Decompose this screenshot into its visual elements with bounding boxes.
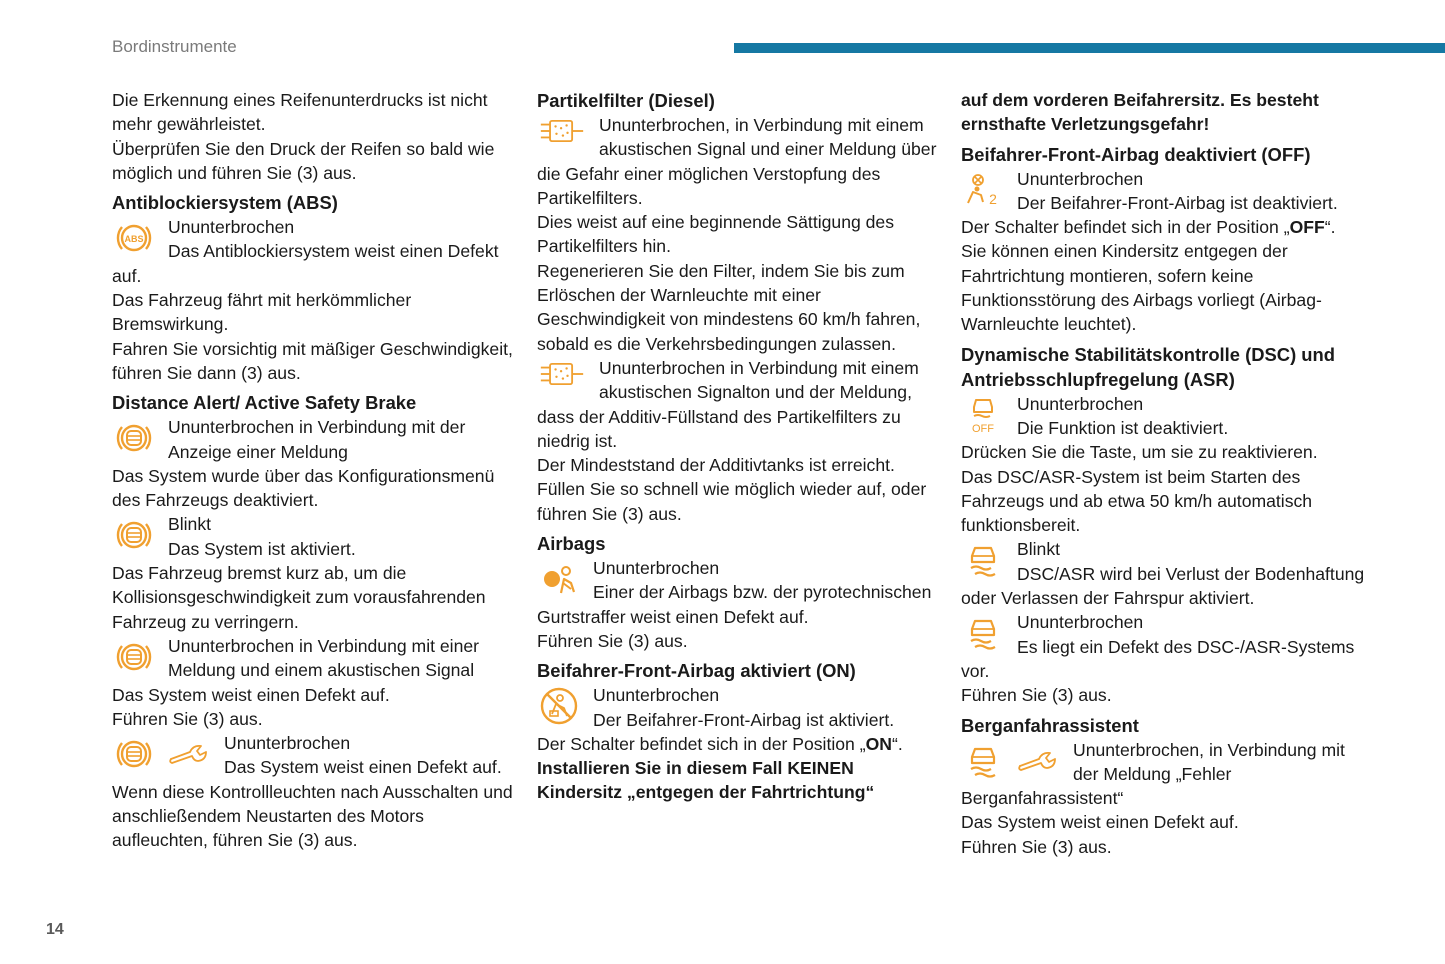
paragraph: Das Fahrzeug bremst kurz ab, um die Kollisionsgeschwindigkeit zum vorausfahrenden Fahrzeug zu verringern. (112, 563, 486, 632)
item-state: Ununterbrochen (224, 733, 351, 754)
paragraph: Der Mindeststand der Additivtanks ist erreicht. (537, 455, 895, 476)
airbag-off-heading: Beifahrer-Front-Airbag deaktiviert (OFF) (961, 143, 1311, 165)
paragraph: Das System wurde über das Konfigurationsmenü des Fahrzeugs deaktiviert. (112, 465, 495, 511)
brake-warning-icon (114, 418, 154, 458)
paragraph: Füllen Sie so schnell wie möglich wieder auf, oder führen Sie (3) aus. (537, 479, 927, 524)
warning-item-brake-3 (112, 634, 517, 683)
paragraph: Das Fahrzeug fährt mit herkömmlicher Bremswirkung. (112, 290, 412, 335)
particle-filter-icon (539, 116, 585, 156)
item-state: Blinkt (168, 514, 212, 535)
dsc-icon (963, 540, 1003, 580)
dsc-icon (963, 613, 1003, 653)
column-1 (112, 88, 517, 853)
abs-warning-icon (114, 218, 154, 258)
warning-item-airbag-on (537, 683, 937, 732)
paragraph: Die Erkennung eines Reifenunterdrucks ist nicht mehr gewährleistet. (112, 90, 488, 135)
item-state: Ununterbrochen (168, 217, 295, 238)
airbags-heading: Airbags (537, 533, 606, 555)
passenger-airbag-on-icon (539, 686, 579, 726)
item-text: Das System weist einen Defekt auf. (224, 757, 502, 778)
item-text: Das System ist aktiviert. (168, 538, 356, 559)
brake-warning-icon (114, 637, 154, 677)
item-state: Ununterbrochen (1017, 612, 1144, 633)
paragraph: Führen Sie (3) aus. (961, 836, 1112, 857)
warning-item-filter-2 (537, 356, 937, 453)
item-state: Ununterbrochen (593, 558, 720, 579)
paragraph: Regenerieren Sie den Filter, indem Sie bis zum Erlöschen der Warnleuchte mit einer Geschwindigkeit von mindestens 60 km/h fahren, sobald es die Verkehrsbedingungen zulassen. (537, 260, 921, 354)
dsc-heading: Dynamische Stabilitätskontrolle (DSC) und Antriebsschlupfregelung (ASR) (961, 343, 1335, 390)
paragraph: Führen Sie (3) aus. (537, 630, 688, 651)
warning-text: Installieren Sie in diesem Fall KEINEN Kindersitz „entgegen der Fahrtrichtung“ (537, 758, 875, 803)
item-text: Ununterbrochen, in Verbindung mit der Meldung „Fehler Berganfahrassistent“ (961, 739, 1345, 809)
paragraph: Wenn diese Kontrollleuchten nach Ausschalten und anschließendem Neustarten des Motors aufleuchten, führen Sie (3) aus. (112, 781, 513, 851)
paragraph: Drücken Sie die Taste, um sie zu reaktivieren. (961, 442, 1318, 463)
warning-item-airbag-off (961, 167, 1371, 216)
warning-item-dsc-off (961, 392, 1371, 441)
item-text: Das Antiblockiersystem weist einen Defekt auf. (112, 241, 499, 286)
column-2 (537, 88, 937, 805)
header-accent-bar (734, 43, 1445, 53)
warning-item-brake-2 (112, 512, 517, 561)
item-text: Ununterbrochen, in Verbindung mit einem akustischen Signal und einer Meldung über die Gefahr einer möglichen Verstopfung des Partikelfilters. (537, 115, 937, 208)
wrench-icon (168, 742, 210, 766)
item-state: Ununterbrochen (1017, 393, 1144, 414)
column-3 (961, 88, 1371, 859)
paragraph: Das System weist einen Defekt auf. (112, 684, 390, 705)
warning-text-continued: auf dem vorderen Beifahrersitz. Es besteht ernsthafte Verletzungsgefahr! (961, 90, 1319, 135)
paragraph: Fahren Sie vorsichtig mit mäßiger Geschwindigkeit, führen Sie dann (3) aus. (112, 338, 513, 383)
distance-alert-heading: Distance Alert/ Active Safety Brake (112, 392, 417, 414)
item-text: Der Beifahrer-Front-Airbag ist deaktiviert. (1017, 192, 1338, 213)
item-text: Der Beifahrer-Front-Airbag ist aktiviert. (593, 709, 895, 730)
dsc-off-icon (963, 395, 1003, 435)
item-text: Die Funktion ist deaktiviert. (1017, 417, 1229, 438)
warning-item-hill (961, 738, 1371, 811)
item-state: Ununterbrochen (1017, 168, 1144, 189)
hill-assist-heading: Berganfahrassistent (961, 714, 1139, 736)
warning-item-airbags (537, 556, 937, 629)
warning-item-brake-1 (112, 415, 517, 464)
item-state: Ununterbrochen (593, 685, 720, 706)
paragraph: Der Schalter befindet sich in der Position „OFF“. (961, 217, 1336, 238)
abs-heading: Antiblockiersystem (ABS) (112, 192, 338, 214)
item-text: Ununterbrochen in Verbindung mit einer Meldung und einem akustischen Signal (168, 635, 480, 681)
brake-warning-icon (114, 734, 154, 774)
paragraph: Das DSC/ASR-System ist beim Starten des Fahrzeugs und ab etwa 50 km/h automatisch funktionsbereit. (961, 466, 1313, 536)
warning-item-brake-4 (112, 731, 517, 780)
item-text: Einer der Airbags bzw. der pyrotechnischen Gurtstraffer weist einen Defekt auf. (537, 582, 932, 627)
paragraph: Sie können einen Kindersitz entgegen der Fahrtrichtung montieren, sofern keine Funktionsstörung des Airbags vorliegt (Airbag-Warnleuchte leuchtet). (961, 241, 1322, 335)
item-state: Blinkt (1017, 539, 1061, 560)
warning-item-dsc-blink (961, 537, 1371, 610)
airbag-warning-icon (539, 559, 579, 599)
particle-filter-icon (539, 359, 585, 399)
section-title: Bordinstrumente (112, 37, 237, 56)
paragraph: Führen Sie (3) aus. (112, 708, 263, 729)
warning-item-filter-1 (537, 113, 937, 210)
brake-warning-icon (114, 515, 154, 555)
particle-filter-heading: Partikelfilter (Diesel) (537, 90, 715, 111)
paragraph: Dies weist auf eine beginnende Sättigung des Partikelfilters hin. (537, 212, 895, 257)
item-text: Ununterbrochen in Verbindung mit einem akustischen Signalton und der Meldung, dass der Additiv-Füllstand des Partikelfilters zu niedrig ist. (537, 357, 919, 451)
airbag-on-heading: Beifahrer-Front-Airbag aktiviert (ON) (537, 660, 856, 682)
paragraph: Überprüfen Sie den Druck der Reifen so bald wie möglich und führen Sie (3) aus. (112, 138, 495, 183)
paragraph: Führen Sie (3) aus. (961, 685, 1112, 706)
paragraph: Der Schalter befindet sich in der Position „ON“. (537, 733, 903, 754)
page-number: 14 (46, 921, 64, 938)
warning-item-dsc-fault (961, 610, 1371, 683)
passenger-airbag-off-icon (963, 170, 1003, 210)
warning-item-abs (112, 215, 517, 288)
item-text: Es liegt ein Defekt des DSC-/ASR-Systems vor. (961, 636, 1355, 681)
item-text: DSC/ASR wird bei Verlust der Bodenhaftung oder Verlassen der Fahrspur aktiviert. (961, 563, 1365, 609)
paragraph: Das System weist einen Defekt auf. (961, 812, 1239, 833)
item-text: Ununterbrochen in Verbindung mit der Anzeige einer Meldung (168, 417, 466, 462)
wrench-icon (1017, 749, 1059, 773)
dsc-icon (963, 741, 1003, 781)
